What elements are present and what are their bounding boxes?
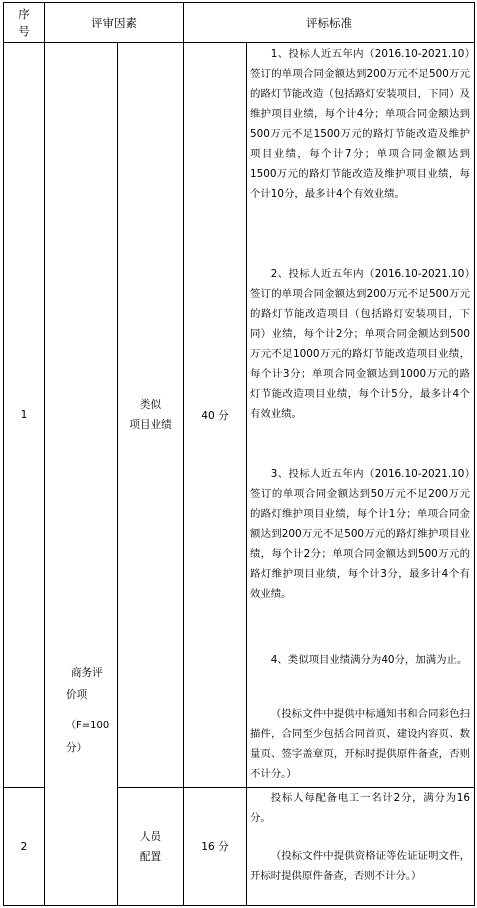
- factor-name-line2: 配置: [139, 850, 162, 863]
- header-no-line2: 号: [18, 23, 30, 38]
- criteria-paragraph: 3、投标人近五年内（2016.10-2021.10）签订的单项合同金额达到50万元不足200万元的路灯维护项目业绩，每个计1分；单项合同金额达到200万元不足500万元的路灯维护项目业绩，每个计2分；单项合同金额达到500万元的路灯维护项目业绩，每个计3分，最多计4个有效业绩。: [250, 468, 470, 600]
- header-standard: 评标标准: [306, 15, 352, 30]
- table-right-border: [474, 2, 475, 906]
- score: 40 分: [201, 409, 229, 422]
- category-label-line1: 商务评: [71, 667, 103, 679]
- criteria-paragraph: 1、投标人近五年内（2016.10-2021.10）签订的单项合同金额达到200万元不足500万元的路灯节能改造（包括路灯安装项目，下同）及维护项目业绩，每个计4分；单项合同金额达到500万元不足1500万元的路灯节能改造及维护项目业绩，每个计7分；单项合同金额达到1500万元的路灯节能改造及维护项目业绩，每个计10分，最多计4个有效业绩。: [250, 48, 470, 200]
- criteria-paragraph: 4、类似项目业绩满分为40分，加满为止。: [270, 654, 468, 666]
- table-bottom-border: [3, 905, 475, 906]
- criteria-paragraph: （投标文件中提供中标通知书和合同彩色扫描件，合同至少包括合同首页、建设内容页、数量页、签字盖章页，开标时提供原件备查，否则不计分。）: [250, 708, 470, 780]
- criteria-paragraph: （投标文件中提供资格证等佐证证明文件，开标时提供原件备查，否则不计分。）: [250, 850, 470, 882]
- category-note-line2: 分）: [66, 742, 88, 754]
- row-number: 1: [20, 409, 28, 421]
- header-factor: 评审因素: [91, 15, 137, 30]
- col-divider: [246, 42, 247, 906]
- factor-name: [118, 788, 183, 905]
- header-no: [4, 3, 44, 42]
- category-note-line1: （F=100: [66, 720, 110, 731]
- factor-name-line1: 类似: [139, 399, 162, 411]
- header-no-line1: 序: [18, 6, 30, 21]
- factor-name-line2: 项目业绩: [129, 419, 172, 431]
- criteria-paragraph: 2、投标人近五年内（2016.10-2021.10）签订的单项合同金额达到200万元不足500万元的路灯节能改造项目（包括路灯安装项目，下同）业绩，每个计2分；单项合同金额达到500万元不足1000万元的路灯节能改造项目业绩，每个计3分；单项合同金额达到1000万元的路灯节能改造项目业绩，每个计5分，最多计4个有效业绩。: [250, 268, 470, 420]
- criteria-paragraph: 投标人每配备电工一名计2分，满分为16分。: [250, 792, 470, 824]
- factor-name-line1: 人员: [139, 830, 162, 843]
- row-number: 2: [20, 840, 28, 853]
- col-divider: [44, 2, 45, 906]
- factor-name: [118, 43, 183, 787]
- category-label-line2: 价项: [66, 689, 88, 701]
- score: 16 分: [201, 841, 229, 853]
